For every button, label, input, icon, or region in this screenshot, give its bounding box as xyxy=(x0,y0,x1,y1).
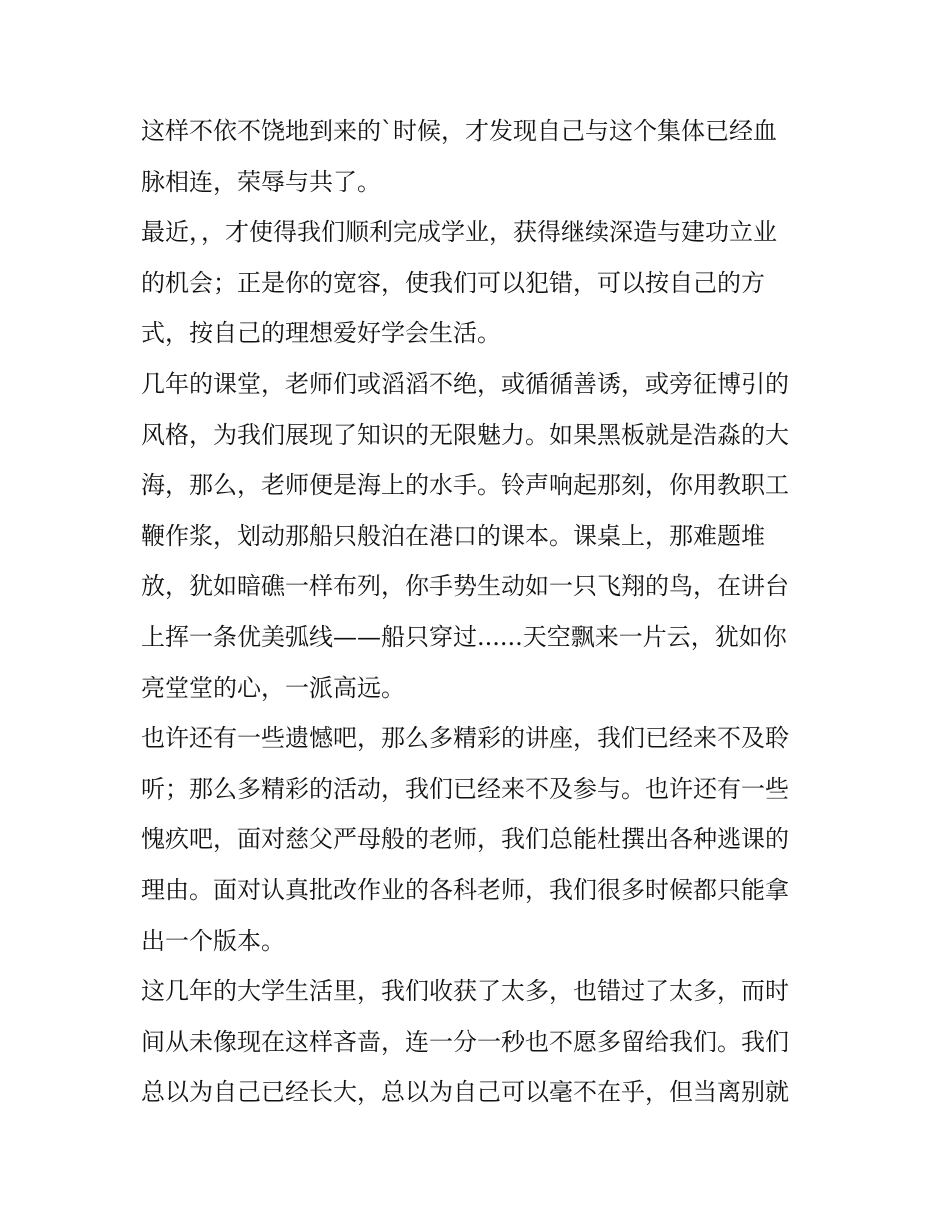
text-line: 间从未像现在这样吝啬，连一分一秒也不愿多留给我们。我们 xyxy=(141,1027,789,1056)
text-line: 这几年的大学生活里，我们收获了太多，也错过了太多，而时 xyxy=(141,977,789,1006)
text-line: 风格，为我们展现了知识的无限魅力。如果黑板就是浩淼的大 xyxy=(141,420,789,449)
text-line: 海，那么，老师便是海上的水手。铃声响起那刻，你用教职工 xyxy=(141,471,789,500)
text-line: 的机会；正是你的宽容，使我们可以犯错，可以按自己的方 xyxy=(141,268,765,297)
text-line: 几年的课堂，老师们或滔滔不绝，或循循善诱，或旁征博引的 xyxy=(141,369,789,398)
text-line: 这样不依不饶地到来的`时候，才发现自己与这个集体已经血 xyxy=(141,117,777,145)
text-line: 脉相连，荣辱与共了。 xyxy=(141,167,381,196)
text-line: 愧疚吧，面对慈父严母般的老师，我们总能杜撰出各种逃课的 xyxy=(141,825,789,854)
text-line: 听；那么多精彩的活动，我们已经来不及参与。也许还有一些 xyxy=(141,774,789,803)
text-line: 上挥一条优美弧线——船只穿过......天空飘来一片云，犹如你 xyxy=(141,622,787,651)
text-line: 最近，，才使得我们顺利完成学业，获得继续深造与建功立业 xyxy=(141,218,777,247)
text-line: 鞭作浆，划动那船只般泊在港口的课本。课桌上，那难题堆 xyxy=(141,521,765,550)
text-line: 总以为自己已经长大，总以为自己可以毫不在乎，但当离别就 xyxy=(141,1078,789,1107)
text-line: 出一个版本。 xyxy=(141,926,285,955)
text-line: 亮堂堂的心，一派高远。 xyxy=(141,673,405,702)
text-line: 也许还有一些遗憾吧，那么多精彩的讲座，我们已经来不及聆 xyxy=(141,724,789,753)
text-line: 理由。面对认真批改作业的各科老师，我们很多时候都只能拿 xyxy=(141,875,789,904)
document-body xyxy=(141,106,821,1118)
text-line: 放，犹如暗礁一样布列，你手势生动如一只飞翔的鸟，在讲台 xyxy=(141,572,789,601)
text-line: 式，按自己的理想爱好学会生活。 xyxy=(141,319,501,348)
